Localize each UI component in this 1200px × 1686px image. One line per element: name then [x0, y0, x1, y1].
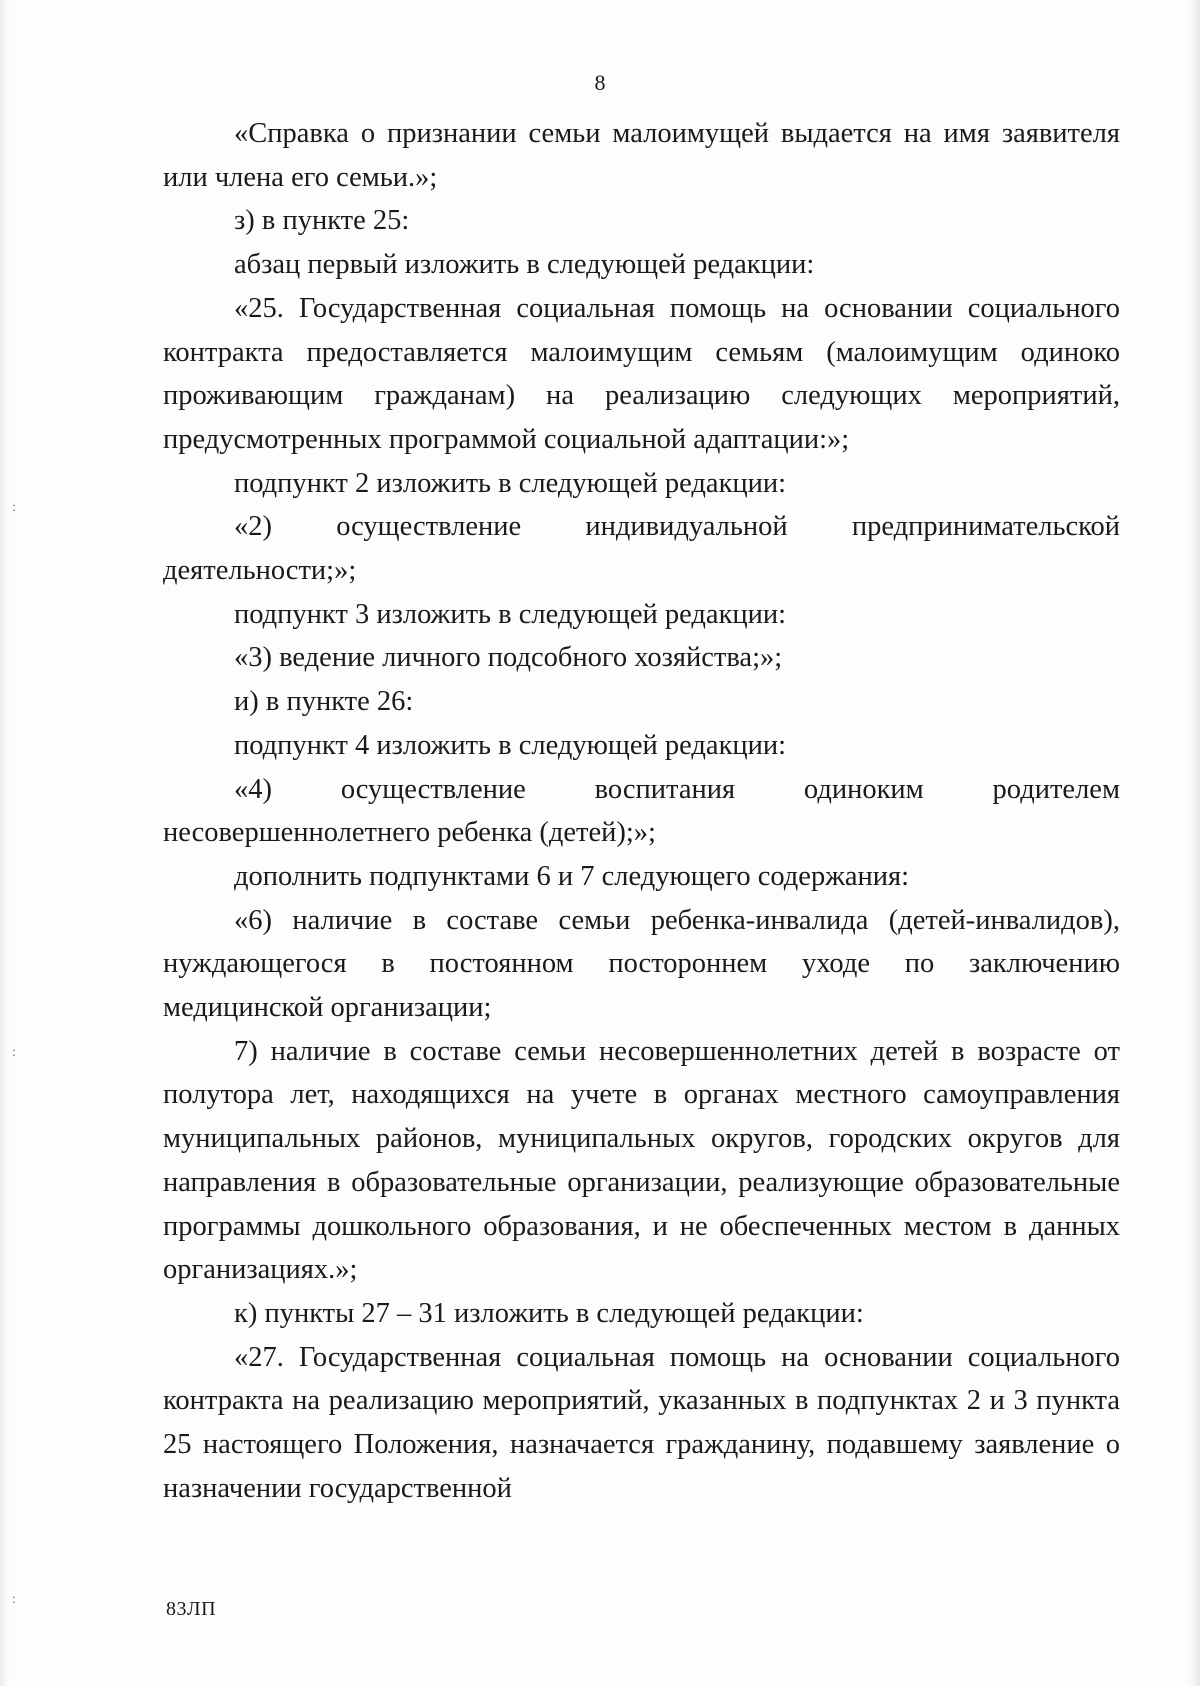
document-code: 83ЛП	[166, 1598, 217, 1620]
paragraph: «27. Государственная социальная помощь на основании социального контракта на реализацию мероприятий, указанных в подпунктах 2 и 3 пункта 25 настоящего Положения, назначается гражданину, подавшему заявление о назначении государственной	[163, 1341, 1120, 1504]
paragraph: «25. Государственная социальная помощь на основании социального контракта предоставляется малоимущим семьям (малоимущим одиноко проживающим гражданам) на реализацию следующих мероприятий, предусмотренных программой социальной адаптации:»;	[163, 292, 1120, 455]
scan-artifact: :	[12, 500, 16, 515]
paragraph: «6) наличие в составе семьи ребенка-инвалида (детей-инвалидов), нуждающегося в постоянном постороннем уходе по заключению медицинской организации;	[163, 904, 1120, 1024]
document-body	[163, 112, 1120, 1511]
paragraph: подпункт 3 изложить в следующей редакции:	[234, 598, 787, 630]
paragraph: «4) осуществление воспитания одиноким родителем несовершеннолетнего ребенка (детей);»;	[163, 773, 1120, 849]
paragraph: и) в пункте 26:	[234, 686, 414, 718]
paragraph: «3) ведение личного подсобного хозяйства;»;	[234, 642, 783, 674]
paragraph: абзац первый изложить в следующей редакции:	[234, 249, 815, 281]
scan-artifact: :	[12, 1045, 16, 1060]
paragraph: 7) наличие в составе семьи несовершеннолетних детей в возрасте от полутора лет, находящихся на учете в органах местного самоуправления муниципальных районов, муниципальных округов, городских округов для направления в образовательные организации, реализующие образовательные программы дошкольного образования, и не обеспеченных местом в данных организациях.»;	[163, 1035, 1120, 1286]
page-number: 8	[594, 70, 606, 95]
paragraph: «2) осуществление индивидуальной предпринимательской деятельности;»;	[163, 511, 1120, 587]
scan-artifact: :	[12, 1592, 16, 1607]
paragraph: подпункт 2 изложить в следующей редакции:	[234, 467, 787, 499]
paragraph: «Справка о признании семьи малоимущей выдается на имя заявителя или члена его семьи.»;	[163, 118, 1120, 193]
paragraph: з) в пункте 25:	[234, 205, 410, 237]
paragraph: к) пункты 27 – 31 изложить в следующей редакции:	[234, 1297, 864, 1329]
paragraph: дополнить подпунктами 6 и 7 следующего содержания:	[234, 860, 910, 892]
paragraph: подпункт 4 изложить в следующей редакции:	[234, 729, 787, 761]
